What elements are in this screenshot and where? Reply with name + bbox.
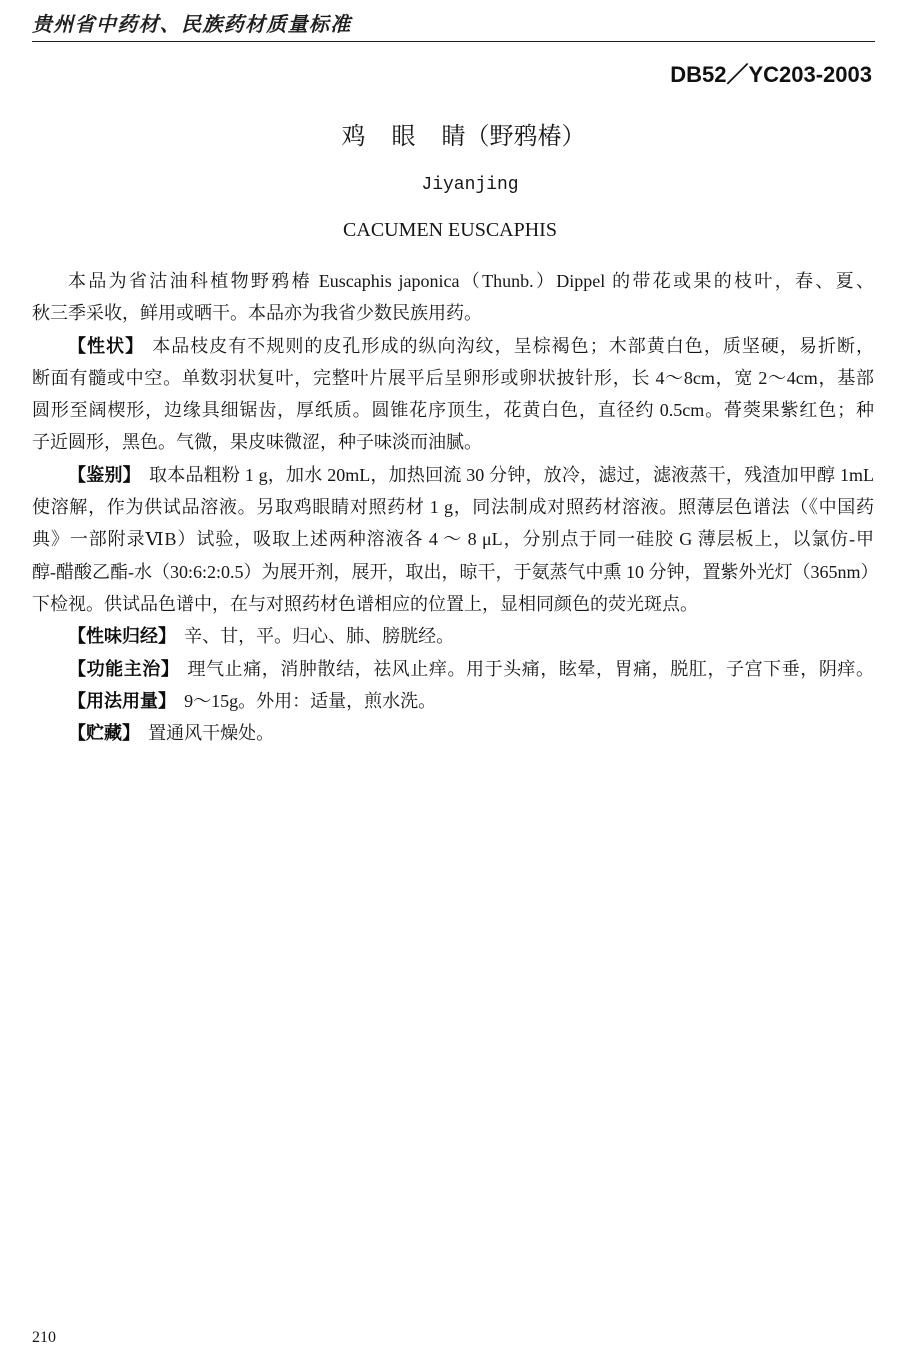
section-functions-indications xyxy=(32,653,874,685)
section-property-meridian xyxy=(32,620,874,652)
section-label: 【性味归经】 xyxy=(68,626,176,647)
section-label: 【用法用量】 xyxy=(68,690,176,711)
intro-paragraph xyxy=(32,265,874,330)
text-line: 下检视。供试品色谱中，在与对照药材色谱相应的位置上，显相同颜色的荧光斑点。 xyxy=(32,593,698,614)
section-text: 本品枝皮有不规则的皮孔形成的纵向沟纹，呈棕褐色；木部黄白色，质坚硬，易折断， xyxy=(152,335,875,356)
section-text: 理气止痛，消肿散结，祛风止痒。用于头痛，眩晕，胃痛，脱肛，子宫下垂，阴痒。 xyxy=(187,658,875,679)
section-storage xyxy=(32,717,874,749)
monograph-body xyxy=(32,265,879,749)
section-label: 【鉴别】 xyxy=(68,464,141,485)
section-identification xyxy=(32,459,879,620)
section-characteristics xyxy=(32,330,874,459)
running-header: 贵州省中药材、民族药材质量标准 xyxy=(32,14,352,36)
text-line: 秋三季采收，鲜用或晒干。本品亦为我省少数民族用药。 xyxy=(32,303,482,324)
text-line: 圆形至阔楔形，边缘具细锯齿，厚纸质。圆锥花序顶生，花黄白色，直径约 0.5cm。蓇葖果紫红色；种 xyxy=(32,400,874,421)
section-text: 辛、甘，平。归心、肺、膀胱经。 xyxy=(184,626,455,647)
latin-drug-name: CACUMEN EUSCAPHIS xyxy=(343,219,557,241)
standard-number: DB52／YC203-2003 xyxy=(670,62,872,87)
section-label: 【贮藏】 xyxy=(68,723,140,744)
section-usage-dosage xyxy=(32,685,874,717)
pinyin-name: Jiyanjing xyxy=(421,175,519,195)
section-text: 取本品粗粉 1 g，加水 20mL，加热回流 30 分钟，放冷，滤过，滤液蒸干，残渣加甲醇 1mL xyxy=(149,464,874,485)
text-line: 本品为省沽油科植物野鸦椿 Euscaphis japonica（Thunb.）Dippel 的带花或果的枝叶，春、夏、 xyxy=(68,271,874,291)
text-line xyxy=(32,717,874,749)
monograph-title: 鸡 眼 睛（野鸦椿） xyxy=(341,124,586,150)
text-line xyxy=(32,459,874,491)
header-rule xyxy=(32,41,875,42)
text-line xyxy=(32,620,874,652)
section-text: 置通风干燥处。 xyxy=(148,723,275,744)
text-line: 典》一部附录ⅥB）试验，吸取上述两种溶液各 4 ～ 8 μL，分别点于同一硅胶 G 薄层板上，以氯仿-甲 xyxy=(32,529,874,550)
text-line: 醇-醋酸乙酯-水（30:6:2:0.5）为展开剂，展开，取出，晾干，于氨蒸气中熏 10 分钟，置紫外光灯（365nm） xyxy=(32,561,879,582)
text-line xyxy=(32,330,874,362)
section-label: 【功能主治】 xyxy=(68,658,180,679)
text-line: 使溶解，作为供试品溶液。另取鸡眼睛对照药材 1 g，同法制成对照药材溶液。照薄层色谱法（《中国药 xyxy=(32,497,874,518)
text-line xyxy=(32,685,874,717)
text-line: 子近圆形，黑色。气微，果皮味微涩，种子味淡而油腻。 xyxy=(32,432,482,453)
text-line xyxy=(32,653,874,685)
page-number: 210 xyxy=(32,1329,56,1346)
section-label: 【性状】 xyxy=(68,335,145,356)
section-text: 9～15g。外用：适量，煎水洗。 xyxy=(184,690,437,711)
text-line: 断面有髓或中空。单数羽状复叶，完整叶片展平后呈卵形或卵状披针形，长 4～8cm，宽 2～4cm，基部 xyxy=(32,367,874,388)
